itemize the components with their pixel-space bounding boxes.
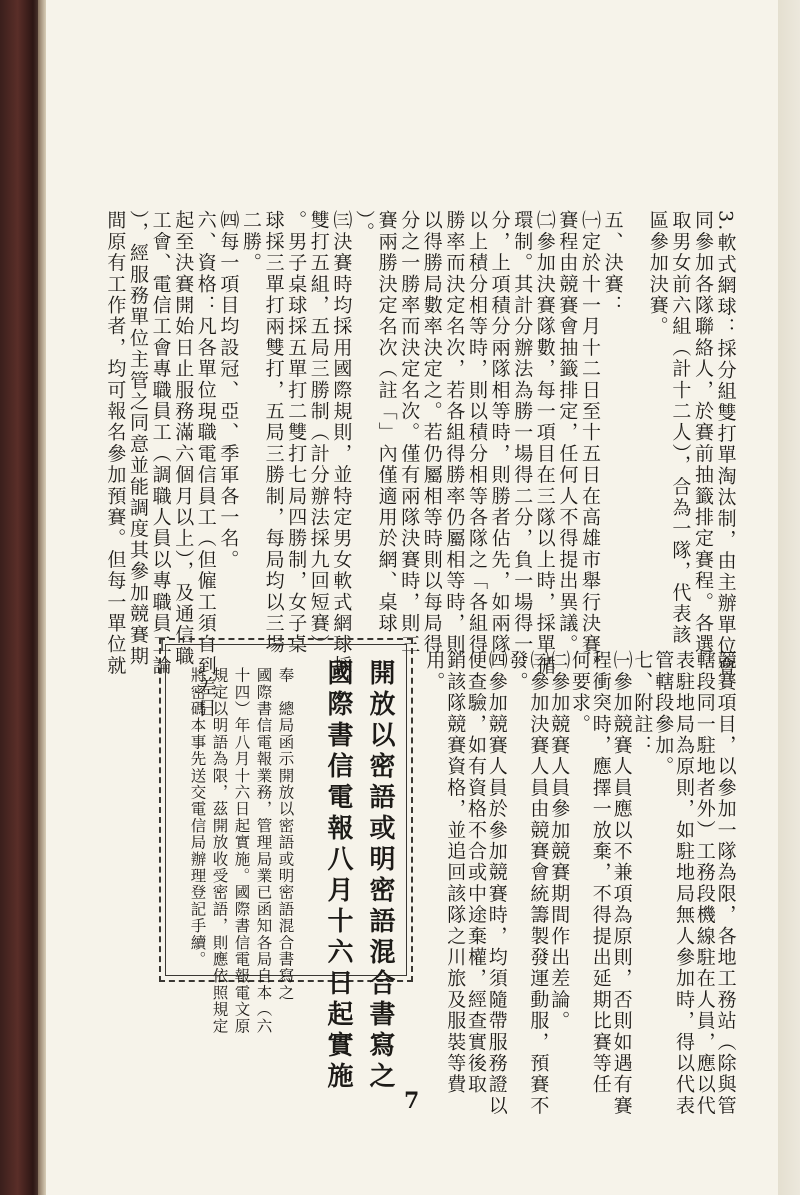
notice-body-line: 規定以明語為限，茲開放收受密語，則應依照規定 bbox=[210, 667, 229, 1035]
binding-edge bbox=[38, 0, 46, 1195]
section-5-2j: ）。 bbox=[352, 210, 375, 243]
section-5-2b: ㈡參加決賽隊數，每一項目在三隊以上時，採單循 bbox=[533, 210, 556, 677]
section-5-3e: 二勝。 bbox=[239, 210, 262, 274]
section-7-4b: 便查驗，如有資格不合或中途棄權，經查實後取 bbox=[464, 650, 487, 1096]
item-3-line-1: 3.軟式網球：採分組雙打單淘汰制，由主辦單位會 bbox=[714, 210, 737, 678]
notice-title-line-1: 開放以密語或明密語混合書寫之 bbox=[365, 659, 395, 1093]
cont-line-4: 管轄段參加。 bbox=[652, 650, 675, 778]
notice-box bbox=[159, 638, 413, 1093]
section-5-2i: 賽兩勝決定名次（註「」內僅適用於網、桌球 bbox=[375, 210, 398, 634]
section-5-2h: 分之一勝率而決定名次。僅有兩隊決賽時，則三 bbox=[398, 210, 421, 656]
section-5-2d: 分，上項積分兩隊相等時，則勝者佔先，如兩隊 bbox=[488, 210, 511, 656]
section-5-heading: 五、決賽： bbox=[601, 210, 624, 316]
next-page-edge bbox=[777, 0, 800, 1195]
section-6-d: ），經服務單位主管之同意並能調度其參加競賽期 bbox=[126, 210, 149, 667]
section-5-2g: 以得勝局數率決定之。若仍屬相等時則以每局得 bbox=[420, 210, 443, 656]
section-5-2e: 以上積分相等時，則以積分相等各隊之「各組得 bbox=[465, 210, 488, 656]
section-6-c: 工會、電信工會專職員工（調職人員以專職員工論 bbox=[149, 210, 172, 677]
cont-line-2: 轄段同一駐地者外）工務段機線駐在人員，應以代 bbox=[693, 650, 716, 1117]
notice-body-line: 十四）年八月十六日起實施。國際書信電報電文原 bbox=[232, 667, 251, 1035]
page-number: 7 bbox=[404, 1088, 420, 1114]
section-7-1a: ㈠參加競賽人員應以不兼項為原則，否則如遇有賽 bbox=[610, 650, 633, 1117]
section-7-4d: 用。 bbox=[423, 650, 446, 693]
notice-body-line: 奉 總局函示開放以密語或明密語混合書寫之 bbox=[276, 667, 295, 1001]
notice-box-inner-border bbox=[165, 644, 407, 1093]
notice-body-line: 國際書信電報業務，管理局業已函知各局自本（六 bbox=[254, 667, 273, 1035]
section-6-b: 起至決賽開始日止服務滿六個月以上），及通信職 bbox=[172, 210, 195, 667]
section-5-3b: 雙打五組，五局三勝制（計分辦法採九回短賽） bbox=[307, 210, 330, 656]
cont-line-1: 競賽項目，以參加一隊為限，各地工務站（除與管 bbox=[714, 650, 737, 1117]
section-5-3d: 球採三單打兩雙打，五局三勝制，每局均以三場 bbox=[262, 210, 285, 656]
item-3-line-2: 同參加各隊聯絡人，於賽前抽籤排定賽程。各選 bbox=[691, 210, 714, 656]
section-5-1: ㈠定於十一月十二日至十五日在高雄市舉行決賽。 bbox=[578, 210, 601, 677]
notice-title-line-2: 國際書信電報八月十六日起實施 bbox=[323, 659, 353, 1093]
section-5-2a: 賽程由競賽會抽籤排定，任何人不得提出異議。 bbox=[556, 210, 579, 656]
section-7-heading: 七、附註： bbox=[631, 650, 654, 756]
section-7-1b: 程衝突時，應擇一放棄，不得提出延期比賽等任 bbox=[589, 650, 612, 1096]
section-7-2: ㈡參加競賽人員參加競賽期間作出差論。 bbox=[548, 650, 571, 1032]
section-6-a: 六、資格：凡各單位現職電信員工（但僱工須自到差日 bbox=[194, 210, 217, 719]
cont-line-3: 表駐地局為原則，如駐地局無人參加時，得以代表 bbox=[672, 650, 695, 1117]
section-5-2c: 環制。其計分辦法為勝一場得二分，負一場得一 bbox=[511, 210, 534, 656]
section-5-3a: ㈢決賽時均採用國際規則，並特定男女軟式網球採 bbox=[330, 210, 353, 677]
section-5-2f: 勝率而決定名次，若各組得勝率仍屬相等時，則 bbox=[443, 210, 466, 656]
section-5-4: ㈣每一項目均設冠、亞、季軍各一名。 bbox=[217, 210, 240, 571]
section-7-4c: 銷該隊競賽資格，並追回該隊之川旅及服裝等費 bbox=[444, 650, 467, 1096]
section-7-3b: 發。 bbox=[506, 650, 529, 693]
notice-body-line: 將密碼本事先送交電信局辦理登記手續。 bbox=[188, 667, 207, 968]
document-page bbox=[46, 0, 778, 1195]
item-3-line-4: 區參加決賽。 bbox=[646, 210, 669, 338]
section-6-e: 間原有工作者，均可報名參加預賽。但每一單位就 bbox=[104, 210, 127, 677]
section-7-1c: 何要求。 bbox=[568, 650, 591, 735]
item-3-line-3: 取男女前六組（計十二人），合為一隊，代表該 bbox=[669, 210, 692, 646]
section-5-3c: 。男子桌球採五單打二雙打七局四勝制，女子桌 bbox=[285, 210, 308, 656]
section-7-3a: ㈢參加決賽人員由競賽會統籌製發運動服，預賽不 bbox=[527, 650, 550, 1117]
section-7-4a: ㈣參加競賽人員於參加競賽時，均須隨帶服務證以 bbox=[485, 650, 508, 1117]
